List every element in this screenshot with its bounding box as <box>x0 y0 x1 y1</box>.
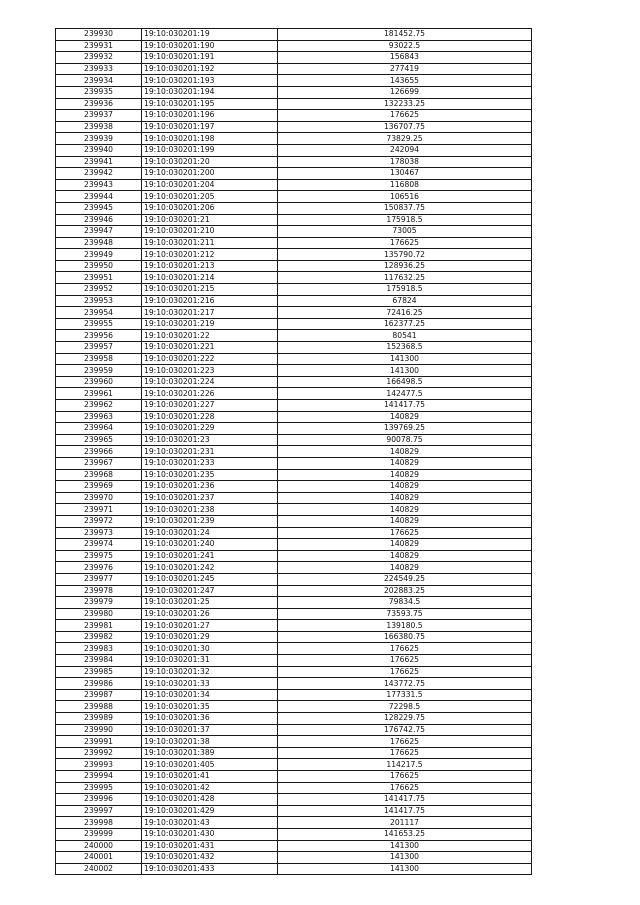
row-number-cell: 239971 <box>56 504 142 516</box>
row-number-cell: 239997 <box>56 805 142 817</box>
row-number-cell: 239974 <box>56 539 142 551</box>
row-number-cell: 239986 <box>56 678 142 690</box>
value-cell: 140829 <box>278 515 532 527</box>
row-number-cell: 239933 <box>56 63 142 75</box>
cadastral-number-cell: 19:10:030201:240 <box>142 539 278 551</box>
value-cell: 140829 <box>278 492 532 504</box>
row-number-cell: 239980 <box>56 608 142 620</box>
row-number-cell: 239969 <box>56 481 142 493</box>
row-number-cell: 239943 <box>56 179 142 191</box>
row-number-cell: 239958 <box>56 353 142 365</box>
row-number-cell: 239989 <box>56 713 142 725</box>
row-number-cell: 239977 <box>56 573 142 585</box>
row-number-cell: 239957 <box>56 342 142 354</box>
cadastral-number-cell: 19:10:030201:34 <box>142 689 278 701</box>
table-row <box>56 655 532 667</box>
row-number-cell: 239973 <box>56 527 142 539</box>
table-row <box>56 191 532 203</box>
value-cell: 141417.75 <box>278 794 532 806</box>
value-cell: 176625 <box>278 771 532 783</box>
cadastral-number-cell: 19:10:030201:38 <box>142 736 278 748</box>
value-cell: 142477.5 <box>278 388 532 400</box>
value-cell: 67824 <box>278 295 532 307</box>
value-cell: 73593.75 <box>278 608 532 620</box>
row-number-cell: 239975 <box>56 550 142 562</box>
row-number-cell: 239953 <box>56 295 142 307</box>
value-cell: 140829 <box>278 550 532 562</box>
row-number-cell: 239964 <box>56 423 142 435</box>
row-number-cell: 239955 <box>56 318 142 330</box>
cadastral-number-cell: 19:10:030201:241 <box>142 550 278 562</box>
cadastral-number-cell: 19:10:030201:431 <box>142 840 278 852</box>
cadastral-number-cell: 19:10:030201:210 <box>142 226 278 238</box>
value-cell: 139769.25 <box>278 423 532 435</box>
table-row <box>56 863 532 875</box>
cadastral-number-cell: 19:10:030201:204 <box>142 179 278 191</box>
row-number-cell: 239949 <box>56 249 142 261</box>
cadastral-number-cell: 19:10:030201:191 <box>142 52 278 64</box>
cadastral-number-cell: 19:10:030201:432 <box>142 852 278 864</box>
value-cell: 176625 <box>278 237 532 249</box>
table-row <box>56 678 532 690</box>
value-cell: 150837.75 <box>278 202 532 214</box>
cadastral-number-cell: 19:10:030201:227 <box>142 400 278 412</box>
cadastral-number-cell: 19:10:030201:224 <box>142 376 278 388</box>
row-number-cell: 239981 <box>56 620 142 632</box>
cadastral-number-cell: 19:10:030201:35 <box>142 701 278 713</box>
row-number-cell: 239959 <box>56 365 142 377</box>
value-cell: 116808 <box>278 179 532 191</box>
value-cell: 79834.5 <box>278 597 532 609</box>
table-row <box>56 376 532 388</box>
cadastral-number-cell: 19:10:030201:228 <box>142 411 278 423</box>
cadastral-number-cell: 19:10:030201:219 <box>142 318 278 330</box>
value-cell: 140829 <box>278 446 532 458</box>
cadastral-number-cell: 19:10:030201:24 <box>142 527 278 539</box>
row-number-cell: 239993 <box>56 759 142 771</box>
value-cell: 202883.25 <box>278 585 532 597</box>
row-number-cell: 239956 <box>56 330 142 342</box>
cadastral-number-cell: 19:10:030201:221 <box>142 342 278 354</box>
cadastral-number-cell: 19:10:030201:42 <box>142 782 278 794</box>
table-row <box>56 620 532 632</box>
value-cell: 141300 <box>278 840 532 852</box>
table-row <box>56 689 532 701</box>
row-number-cell: 239965 <box>56 434 142 446</box>
table-row <box>56 724 532 736</box>
row-number-cell: 239976 <box>56 562 142 574</box>
table-row <box>56 608 532 620</box>
cadastral-number-cell: 19:10:030201:41 <box>142 771 278 783</box>
table-row <box>56 342 532 354</box>
row-number-cell: 239978 <box>56 585 142 597</box>
cadastral-number-cell: 19:10:030201:389 <box>142 747 278 759</box>
cadastral-number-cell: 19:10:030201:239 <box>142 515 278 527</box>
cadastral-number-cell: 19:10:030201:194 <box>142 86 278 98</box>
row-number-cell: 239942 <box>56 168 142 180</box>
row-number-cell: 239960 <box>56 376 142 388</box>
table-row <box>56 179 532 191</box>
cadastral-number-cell: 19:10:030201:245 <box>142 573 278 585</box>
value-cell: 93022.5 <box>278 40 532 52</box>
value-cell: 143772.75 <box>278 678 532 690</box>
row-number-cell: 239990 <box>56 724 142 736</box>
value-cell: 242094 <box>278 144 532 156</box>
value-cell: 175918.5 <box>278 284 532 296</box>
cadastral-number-cell: 19:10:030201:20 <box>142 156 278 168</box>
value-cell: 162377.25 <box>278 318 532 330</box>
row-number-cell: 239948 <box>56 237 142 249</box>
cadastral-number-cell: 19:10:030201:229 <box>142 423 278 435</box>
value-cell: 176625 <box>278 110 532 122</box>
value-cell: 140829 <box>278 539 532 551</box>
table-row <box>56 782 532 794</box>
value-cell: 73829.25 <box>278 133 532 145</box>
row-number-cell: 239996 <box>56 794 142 806</box>
cadastral-number-cell: 19:10:030201:32 <box>142 666 278 678</box>
value-cell: 152368.5 <box>278 342 532 354</box>
cadastral-value-table <box>55 28 532 875</box>
table-row <box>56 481 532 493</box>
value-cell: 140829 <box>278 504 532 516</box>
cadastral-number-cell: 19:10:030201:215 <box>142 284 278 296</box>
cadastral-number-cell: 19:10:030201:433 <box>142 863 278 875</box>
row-number-cell: 239937 <box>56 110 142 122</box>
cadastral-number-cell: 19:10:030201:217 <box>142 307 278 319</box>
table-row <box>56 260 532 272</box>
cadastral-number-cell: 19:10:030201:237 <box>142 492 278 504</box>
value-cell: 126699 <box>278 86 532 98</box>
row-number-cell: 239972 <box>56 515 142 527</box>
table-row <box>56 631 532 643</box>
value-cell: 141300 <box>278 863 532 875</box>
cadastral-number-cell: 19:10:030201:26 <box>142 608 278 620</box>
cadastral-number-cell: 19:10:030201:238 <box>142 504 278 516</box>
row-number-cell: 239930 <box>56 29 142 41</box>
row-number-cell: 240001 <box>56 852 142 864</box>
table-row <box>56 515 532 527</box>
value-cell: 141653.25 <box>278 828 532 840</box>
cadastral-number-cell: 19:10:030201:226 <box>142 388 278 400</box>
value-cell: 166380.75 <box>278 631 532 643</box>
cadastral-number-cell: 19:10:030201:190 <box>142 40 278 52</box>
cadastral-number-cell: 19:10:030201:37 <box>142 724 278 736</box>
table-row <box>56 226 532 238</box>
row-number-cell: 239963 <box>56 411 142 423</box>
value-cell: 177331.5 <box>278 689 532 701</box>
row-number-cell: 239938 <box>56 121 142 133</box>
row-number-cell: 239944 <box>56 191 142 203</box>
table-row <box>56 585 532 597</box>
value-cell: 135790.72 <box>278 249 532 261</box>
cadastral-number-cell: 19:10:030201:405 <box>142 759 278 771</box>
cadastral-number-cell: 19:10:030201:236 <box>142 481 278 493</box>
table-row <box>56 98 532 110</box>
value-cell: 72298.5 <box>278 701 532 713</box>
table-row <box>56 144 532 156</box>
cadastral-number-cell: 19:10:030201:22 <box>142 330 278 342</box>
row-number-cell: 239954 <box>56 307 142 319</box>
value-cell: 106516 <box>278 191 532 203</box>
cadastral-number-cell: 19:10:030201:429 <box>142 805 278 817</box>
cadastral-number-cell: 19:10:030201:199 <box>142 144 278 156</box>
table-row <box>56 411 532 423</box>
row-number-cell: 239939 <box>56 133 142 145</box>
table-row <box>56 423 532 435</box>
row-number-cell: 239967 <box>56 457 142 469</box>
value-cell: 128936.25 <box>278 260 532 272</box>
cadastral-number-cell: 19:10:030201:192 <box>142 63 278 75</box>
table-row <box>56 852 532 864</box>
table-row <box>56 747 532 759</box>
value-cell: 140829 <box>278 469 532 481</box>
value-cell: 181452.75 <box>278 29 532 41</box>
table-row <box>56 307 532 319</box>
table-row <box>56 434 532 446</box>
cadastral-number-cell: 19:10:030201:195 <box>142 98 278 110</box>
cadastral-number-cell: 19:10:030201:223 <box>142 365 278 377</box>
table-row <box>56 156 532 168</box>
table-row <box>56 237 532 249</box>
row-number-cell: 239952 <box>56 284 142 296</box>
value-cell: 141300 <box>278 365 532 377</box>
row-number-cell: 239951 <box>56 272 142 284</box>
table-row <box>56 550 532 562</box>
table-row <box>56 504 532 516</box>
value-cell: 139180.5 <box>278 620 532 632</box>
value-cell: 130467 <box>278 168 532 180</box>
table-row <box>56 365 532 377</box>
value-cell: 156843 <box>278 52 532 64</box>
table-row <box>56 666 532 678</box>
value-cell: 178038 <box>278 156 532 168</box>
cadastral-number-cell: 19:10:030201:200 <box>142 168 278 180</box>
value-cell: 176625 <box>278 666 532 678</box>
row-number-cell: 239934 <box>56 75 142 87</box>
table-row <box>56 457 532 469</box>
table-row <box>56 805 532 817</box>
table-row <box>56 701 532 713</box>
table-row <box>56 736 532 748</box>
table-row <box>56 527 532 539</box>
cadastral-number-cell: 19:10:030201:27 <box>142 620 278 632</box>
value-cell: 140829 <box>278 411 532 423</box>
cadastral-number-cell: 19:10:030201:196 <box>142 110 278 122</box>
value-cell: 224549.25 <box>278 573 532 585</box>
cadastral-number-cell: 19:10:030201:21 <box>142 214 278 226</box>
cadastral-number-cell: 19:10:030201:198 <box>142 133 278 145</box>
cadastral-number-cell: 19:10:030201:242 <box>142 562 278 574</box>
table-row <box>56 249 532 261</box>
value-cell: 114217.5 <box>278 759 532 771</box>
table-row <box>56 400 532 412</box>
value-cell: 136707.75 <box>278 121 532 133</box>
table-row <box>56 75 532 87</box>
cadastral-number-cell: 19:10:030201:206 <box>142 202 278 214</box>
value-cell: 117632.25 <box>278 272 532 284</box>
row-number-cell: 239994 <box>56 771 142 783</box>
value-cell: 175918.5 <box>278 214 532 226</box>
row-number-cell: 239979 <box>56 597 142 609</box>
value-cell: 143655 <box>278 75 532 87</box>
table-row <box>56 168 532 180</box>
row-number-cell: 239941 <box>56 156 142 168</box>
table-row <box>56 794 532 806</box>
table-row <box>56 330 532 342</box>
row-number-cell: 240000 <box>56 840 142 852</box>
table-row <box>56 63 532 75</box>
table-row <box>56 492 532 504</box>
value-cell: 176625 <box>278 655 532 667</box>
table-row <box>56 52 532 64</box>
row-number-cell: 239988 <box>56 701 142 713</box>
value-cell: 176625 <box>278 782 532 794</box>
cadastral-number-cell: 19:10:030201:211 <box>142 237 278 249</box>
value-cell: 73005 <box>278 226 532 238</box>
row-number-cell: 239970 <box>56 492 142 504</box>
value-cell: 166498.5 <box>278 376 532 388</box>
value-cell: 140829 <box>278 457 532 469</box>
table-row <box>56 40 532 52</box>
value-cell: 176625 <box>278 527 532 539</box>
cadastral-number-cell: 19:10:030201:216 <box>142 295 278 307</box>
cadastral-number-cell: 19:10:030201:233 <box>142 457 278 469</box>
value-cell: 80541 <box>278 330 532 342</box>
table-row <box>56 539 532 551</box>
cadastral-number-cell: 19:10:030201:36 <box>142 713 278 725</box>
cadastral-number-cell: 19:10:030201:193 <box>142 75 278 87</box>
cadastral-number-cell: 19:10:030201:212 <box>142 249 278 261</box>
table-row <box>56 295 532 307</box>
value-cell: 176625 <box>278 643 532 655</box>
table-row <box>56 214 532 226</box>
row-number-cell: 239999 <box>56 828 142 840</box>
cadastral-number-cell: 19:10:030201:247 <box>142 585 278 597</box>
table-row <box>56 353 532 365</box>
value-cell: 132233.25 <box>278 98 532 110</box>
value-cell: 140829 <box>278 481 532 493</box>
value-cell: 176742.75 <box>278 724 532 736</box>
row-number-cell: 239966 <box>56 446 142 458</box>
row-number-cell: 239985 <box>56 666 142 678</box>
row-number-cell: 239935 <box>56 86 142 98</box>
row-number-cell: 239987 <box>56 689 142 701</box>
value-cell: 72416.25 <box>278 307 532 319</box>
cadastral-number-cell: 19:10:030201:235 <box>142 469 278 481</box>
table-row <box>56 771 532 783</box>
value-cell: 141300 <box>278 852 532 864</box>
table-row <box>56 817 532 829</box>
value-cell: 141300 <box>278 353 532 365</box>
row-number-cell: 239983 <box>56 643 142 655</box>
table-row <box>56 29 532 41</box>
row-number-cell: 239946 <box>56 214 142 226</box>
row-number-cell: 239995 <box>56 782 142 794</box>
table-row <box>56 562 532 574</box>
cadastral-number-cell: 19:10:030201:214 <box>142 272 278 284</box>
table-row <box>56 318 532 330</box>
row-number-cell: 239932 <box>56 52 142 64</box>
table-row <box>56 643 532 655</box>
table-row <box>56 388 532 400</box>
table-row <box>56 121 532 133</box>
cadastral-number-cell: 19:10:030201:205 <box>142 191 278 203</box>
value-cell: 90078.75 <box>278 434 532 446</box>
table-row <box>56 469 532 481</box>
row-number-cell: 239962 <box>56 400 142 412</box>
cadastral-number-cell: 19:10:030201:222 <box>142 353 278 365</box>
value-cell: 141417.75 <box>278 805 532 817</box>
table-row <box>56 110 532 122</box>
table-row <box>56 133 532 145</box>
value-cell: 141417.75 <box>278 400 532 412</box>
table-row <box>56 828 532 840</box>
cadastral-number-cell: 19:10:030201:213 <box>142 260 278 272</box>
row-number-cell: 239961 <box>56 388 142 400</box>
cadastral-number-cell: 19:10:030201:23 <box>142 434 278 446</box>
value-cell: 277419 <box>278 63 532 75</box>
cadastral-number-cell: 19:10:030201:33 <box>142 678 278 690</box>
table-row <box>56 713 532 725</box>
row-number-cell: 240002 <box>56 863 142 875</box>
row-number-cell: 239947 <box>56 226 142 238</box>
row-number-cell: 239998 <box>56 817 142 829</box>
cadastral-number-cell: 19:10:030201:31 <box>142 655 278 667</box>
cadastral-number-cell: 19:10:030201:25 <box>142 597 278 609</box>
table-row <box>56 86 532 98</box>
table-body <box>56 29 532 875</box>
row-number-cell: 239982 <box>56 631 142 643</box>
table-row <box>56 284 532 296</box>
table-row <box>56 597 532 609</box>
row-number-cell: 239931 <box>56 40 142 52</box>
cadastral-number-cell: 19:10:030201:428 <box>142 794 278 806</box>
value-cell: 176625 <box>278 747 532 759</box>
table-row <box>56 573 532 585</box>
table-row <box>56 446 532 458</box>
cadastral-number-cell: 19:10:030201:30 <box>142 643 278 655</box>
row-number-cell: 239992 <box>56 747 142 759</box>
row-number-cell: 239945 <box>56 202 142 214</box>
row-number-cell: 239991 <box>56 736 142 748</box>
value-cell: 140829 <box>278 562 532 574</box>
table-row <box>56 840 532 852</box>
cadastral-number-cell: 19:10:030201:19 <box>142 29 278 41</box>
cadastral-number-cell: 19:10:030201:231 <box>142 446 278 458</box>
row-number-cell: 239936 <box>56 98 142 110</box>
table-row <box>56 272 532 284</box>
row-number-cell: 239940 <box>56 144 142 156</box>
value-cell: 128229.75 <box>278 713 532 725</box>
cadastral-number-cell: 19:10:030201:29 <box>142 631 278 643</box>
row-number-cell: 239950 <box>56 260 142 272</box>
table-row <box>56 759 532 771</box>
cadastral-number-cell: 19:10:030201:197 <box>142 121 278 133</box>
row-number-cell: 239968 <box>56 469 142 481</box>
cadastral-number-cell: 19:10:030201:43 <box>142 817 278 829</box>
value-cell: 201117 <box>278 817 532 829</box>
table-row <box>56 202 532 214</box>
value-cell: 176625 <box>278 736 532 748</box>
row-number-cell: 239984 <box>56 655 142 667</box>
cadastral-number-cell: 19:10:030201:430 <box>142 828 278 840</box>
